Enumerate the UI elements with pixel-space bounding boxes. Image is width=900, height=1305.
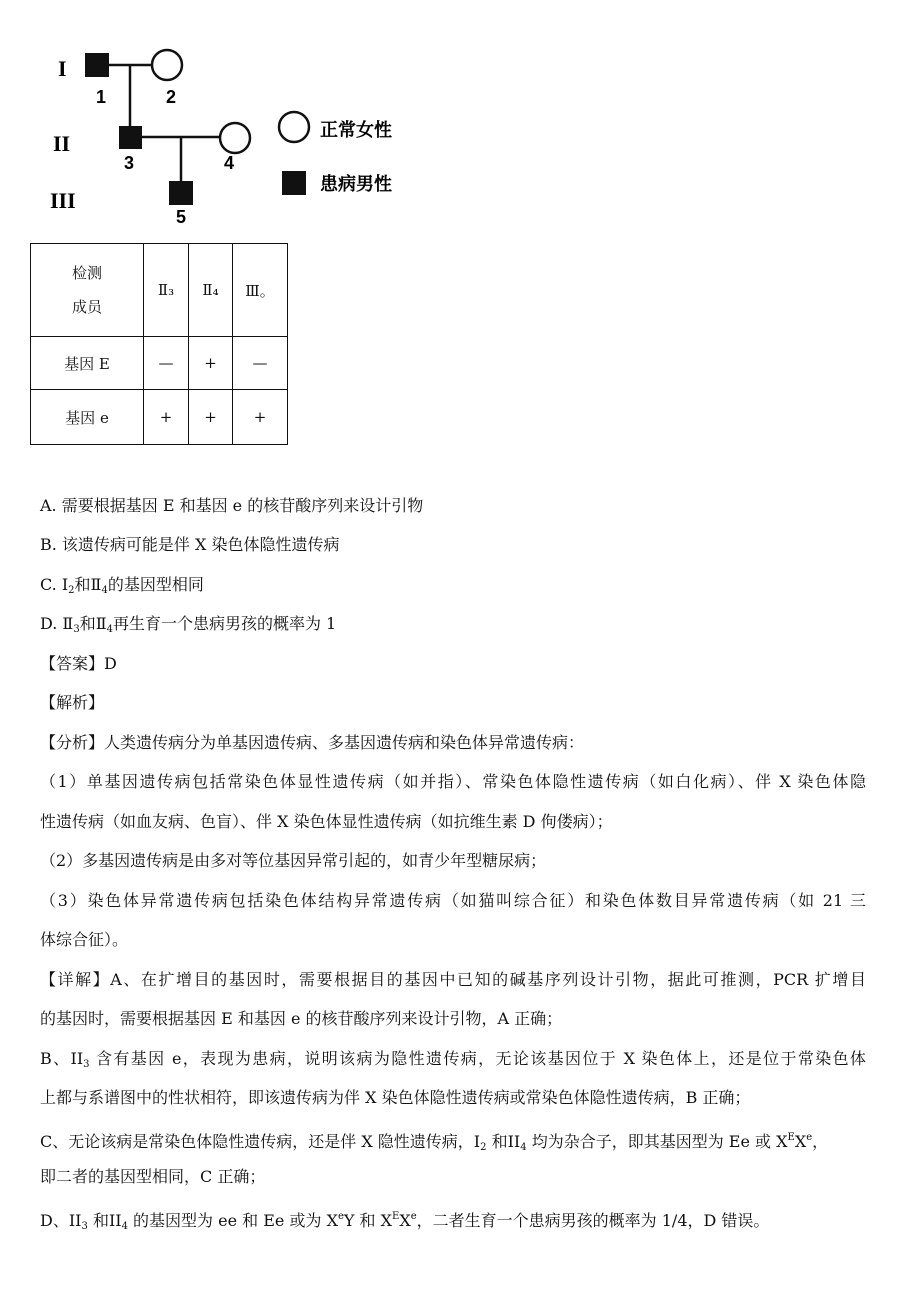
table-header-row [31,244,288,337]
member-4-normal-female [220,123,250,153]
analysis-point-1-line-2: 性遗传病（如血友病、色盲）、伴 X 染色体显性遗传病（如抗维生素 D 佝偻病）； [40,812,613,831]
member-5-affected-male [169,181,193,205]
option-d: D. $Ⅱ_3$和$Ⅱ_4$再生育一个患病男孩的概率为 1 [40,614,337,635]
row-label: 基因 e [31,390,144,445]
header-cell-ii4: Ⅱ₄ [189,244,233,337]
analysis-point-2: （2）多基因遗传病是由多对等位基因异常引起的，如青少年型糖尿病； [40,851,547,870]
legend-normal-female-label: 正常女性 [320,120,392,141]
member-label-4: 4 [224,153,235,173]
table-cell: + [189,390,233,445]
detail-a-line-1: 【详解】A、在扩增目的基因时，需要根据目的基因中已知的碱基序列设计引物，据此可推测，PCR 扩增目 [40,970,866,989]
table-cell: — [144,337,189,390]
detail-c-line-1: C、无论该病是常染色体隐性遗传病，还是伴 X 隐性遗传病，$I_2$ 和$II_4$ 均为杂合子，即其基因型为 Ee 或 $X^EXe$， [40,1132,829,1153]
table-cell: + [144,390,189,445]
detail-b-line-2: 上都与系谱图中的性状相符，即该遗传病为伴 X 染色体隐性遗传病或常染色体隐性遗传病，B 正确； [40,1088,751,1107]
member-label-3: 3 [124,153,135,173]
member-label-5: 5 [176,207,187,227]
legend-affected-male-label: 患病男性 [320,174,392,195]
analysis-point-3-line-1: （3）染色体异常遗传病包括染色体结构异常遗传病（如猫叫综合征）和染色体数目异常遗传病（如 21 三 [40,891,866,910]
table-row [31,337,288,390]
table-cell: — [233,337,288,390]
legend-normal-female-icon [279,112,309,142]
detail-c-line-2: 即二者的基因型相同，C 正确； [40,1167,266,1186]
pedigree-chart [40,40,460,240]
analysis-point-3-line-2: 体综合征）。 [40,930,129,949]
analysis-point-1-line-1: （1）单基因遗传病包括常染色体显性遗传病（如并指）、常染色体隐性遗传病（如白化病）、伴 X 染色体隐 [40,772,866,791]
member-1-affected-male [85,53,109,77]
option-c: C. $I_2$和$Ⅱ_4$的基因型相同 [40,575,204,596]
table-row [31,390,288,445]
member-label-2: 2 [166,87,177,107]
option-b: B. 该遗传病可能是伴 X 染色体隐性遗传病 [40,535,340,554]
member-2-normal-female [152,50,182,80]
detail-d-line: D、$II_3$ 和$II_4$ 的基因型为 ee 和 Ee 或为 XeY 和 $X^EXe$，二者生育一个患病男孩的概率为 1/4，D 错误。 [40,1211,770,1232]
member-3-affected-male [119,126,142,149]
gene-detection-table [30,243,288,445]
row-label: 基因 E [31,337,144,390]
legend-affected-male-icon [282,171,306,195]
generation-label-1: I [58,56,67,81]
table-cell: + [189,337,233,390]
detail-a-line-2: 的基因时，需要根据基因 E 和基因 e 的核苷酸序列来设计引物，A 正确； [40,1009,563,1028]
option-a: A. 需要根据基因 E 和基因 e 的核苷酸序列来设计引物 [40,496,424,515]
header-cell-members: 检测 成员 [31,244,144,337]
analysis-intro: 【分析】人类遗传病分为单基因遗传病、多基因遗传病和染色体异常遗传病： [40,733,585,752]
generation-label-3: III [50,188,76,213]
detail-b-line-1: B、$II_3$ 含有基因 e，表现为患病，说明该病为隐性遗传病，无论该基因位于 X 染色体上，还是位于常染色体 [40,1049,866,1070]
answer-line: 【答案】D [40,654,117,673]
header-cell-ii3: Ⅱ₃ [144,244,189,337]
analysis-label: 【解析】 [40,693,105,712]
generation-label-2: II [53,131,71,156]
table-cell: + [233,390,288,445]
header-cell-iii5: Ⅲ。 [233,244,288,337]
member-label-1: 1 [96,87,107,107]
